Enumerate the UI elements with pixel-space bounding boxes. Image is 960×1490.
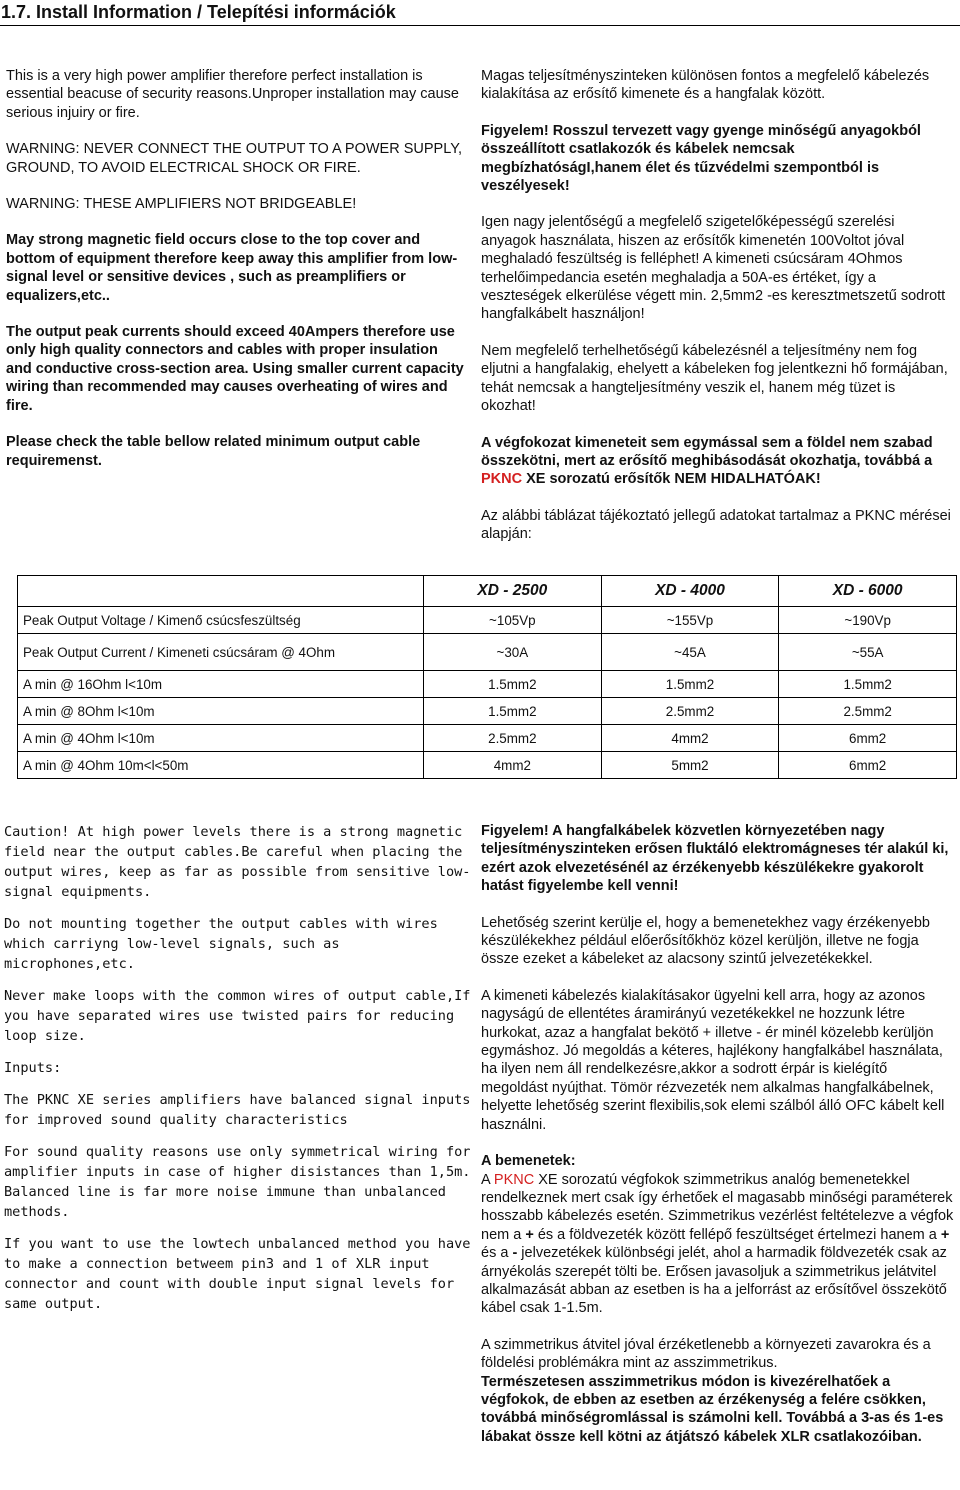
table-cell: 1.5mm2 [779,671,957,698]
table-cell: 5mm2 [601,752,779,779]
left-top-column [6,67,466,488]
hu-warning-paragraph: Figyelem! Rosszul tervezett vagy gyenge minőségű anyagokból összeállított csatlakozók és kábelek nemcsak megbízhatóságI,hanem élet és tűzvédelmi szempontból is veszélyesek! [481,122,921,195]
hu-insulation-paragraph: Igen nagy jelentőségű a megfelelő szigetelőképességű szerelési anyagok használata, hiszen az erősítők kimenetén 100Voltot jóval meghaladó feszültség is felléphet! A kimeneti csúcsáram 4Ohmos terhelőimpedancia esetén meghaladja a 50A-es értéket, így a veszteségek elkerülése végett min. 2,5mm2 -es keresztmetszetű sodrott hangfalkábelt használjon! [481,214,946,323]
table-cell: 6mm2 [779,752,957,779]
table-row [18,698,957,725]
table-reference-note: Please check the table bellow related minimum output cable requiremenst. [6,434,421,469]
hu-inputs-paragraph: A PKNC XE sorozatú végfokok szimmetrikus analóg bemenetekkel rendelkeznek mert csak így érhetőek el magasabb minőségi paraméterek hosszabb kábelezés esetén. Szimmetrikus vezérlést feltételezve a végfok nem a + és a földvezeték között fellépő feszültséget értelmezi hanem a + és a - jelvezetékek különbségi jelét, ahol a harmadik földvezeték csak az árnyékolás szerepét tölti be. Erősen javasoljuk a szimmetrikus jelátvitel alkalmazását abban az esetben is ha a jelforrást az erősítővel összekötő kábel csak 1-1.5m. [481,1171,954,1317]
table-row-label: A min @ 4Ohm 10m<l<50m [18,752,424,779]
left-bottom-column [4,822,474,1326]
hu-inputs-heading: A bemenetek: [481,1153,576,1170]
mounting-paragraph: Do not mounting together the output cables with wires which carriyng low-level signals, such as microphones,etc. [4,916,438,972]
right-bottom-column [481,822,957,1464]
right-top-column [481,67,953,562]
caution-paragraph: Caution! At high power levels there is a strong magnetic field near the output cables.Be careful when placing the output wires, keep as far as possible from sensitive low-signal equipments. [4,824,471,900]
table-cell: ~190Vp [779,607,957,634]
table-row-label: Peak Output Current / Kimeneti csúcsáram @ 4Ohm [18,634,424,671]
cable-requirements-table [17,575,957,779]
hu-table-reference: Az alábbi táblázat tájékoztató jellegű adatokat tartalmaz a PKNC mérései alapján: [481,507,951,543]
hu-load-paragraph: Nem megfelelő terhelhetőségű kábelezésnél a teljesítmény nem fog eljutni a hangfalakig, ehelyett a kábeleken fog jelentkezni hő formájában, tehát nemcsak a hangteljesítmény veszik el, hanem még tüzet is okozhat! [481,342,948,415]
table-row [18,671,957,698]
table-header-cell: XD - 2500 [424,576,602,607]
table-row [18,607,957,634]
hu-symmetric-paragraph: A szimmetrikus átvitel jóval érzéketlenebb a környezeti zavarokra és a földelési problémákra mint az asszimmetrikus. [481,1336,931,1372]
table-cell: 1.5mm2 [601,671,779,698]
symmetrical-wiring-paragraph: For sound quality reasons use only symmetrical wiring for amplifier inputs in case of higher disistances than 1,5m. Balanced line is far more noise immune than unbalanced methods. [4,1144,471,1220]
table-cell: 6mm2 [779,725,957,752]
table-header-cell: XD - 4000 [601,576,779,607]
warning-bridgeable: WARNING: THESE AMPLIFIERS NOT BRIDGEABLE! [6,196,357,213]
hu-asymmetric-paragraph: Természetesen asszimmetrikus módon is kivezérelhatőek a végfokok, de ebben az esetben az érzékenység a felére csökken, továbbá minőségromlással is számolni kell. Továbbá a 3-as és 1-es lábakat össze kell kötni az átjátszó kábelek XLR csatlakozóiban. [481,1373,944,1445]
table-header-cell [18,576,424,607]
warning-output: WARNING: NEVER CONNECT THE OUTPUT TO A POWER SUPPLY, GROUND, TO AVOID ELECTRICAL SHOCK OR FIRE. [6,141,463,176]
brand-name: PKNC [493,1171,535,1188]
hu-intro-paragraph: Magas teljesítményszinteken különösen fontos a megfelelő kábelezés kialakítása az erősítő kimenete és a hangfalak között. [481,68,930,103]
loops-paragraph: Never make loops with the common wires of output cable,If you have separated wires use twisted pairs for reducing loop size. [4,988,471,1044]
table-cell: 1.5mm2 [424,671,602,698]
magnetic-field-note: May strong magnetic field occurs close to the top cover and bottom of equipment therefore keep away this amplifier from low-signal level or sensitive devices , such as preamplifiers or equalizers,etc.. [6,232,458,304]
hu-placement-paragraph: Lehetőség szerint kerülje el, hogy a bemenetekhez vagy érzékenyebb készülékekhez például előerősítőkhöz közel kerüljön, illetve ne fogja össze ezeket a kábeleket az alacsony szintű jelvezetékekkel. [481,914,930,968]
table-header-cell: XD - 6000 [779,576,957,607]
table-cell: 2.5mm2 [424,725,602,752]
table-row-label: Peak Output Voltage / Kimenő csúcsfeszültség [18,607,424,634]
table-row-label: A min @ 16Ohm l<10m [18,671,424,698]
table-cell: 2.5mm2 [601,698,779,725]
peak-current-note: The output peak currents should exceed 40Ampers therefore use only high quality connectors and cables with proper insulation and conductive cross-section area. Using smaller current capacity wiring than recommended may causes overheating of wires and fire. [6,324,464,414]
hu-caution-paragraph: Figyelem! A hangfalkábelek közvetlen környezetében nagy teljesítményszinteken erősen fluktáló elektromágneses tér alakúl ki, ezért azok elvezetésénél az érzékenyebb készülékekre gyakorolt hatást figyelembe kell venni! [481,823,949,895]
intro-paragraph: This is a very high power amplifier therefore perfect installation is essential beacuse of security reasons.Unproper installation may cause serious injuiry or fire. [6,68,459,121]
table-cell: 2.5mm2 [779,698,957,725]
brand-name: PKNC [481,471,523,488]
table-row [18,634,957,671]
page-title: 1.7. Install Information / Telepítési információk [0,0,960,26]
table-cell: 1.5mm2 [424,698,602,725]
table-header-row [18,576,957,607]
hu-loops-paragraph: A kimeneti kábelezés kialakításakor ügyelni kell arra, hogy az azonos nagyságú de ellentétes áramirányú vezetékekkel ne hozzunk létre hurkokat, azaz a hangfalat bekötő + illetve - ér minél közelebb kerüljön egymáshoz. Jó megoldás a kéteres, hajlékony hangfalkábel használata, ha ilyen nem áll rendelkezésre,akkor a sodrott érpár is kielégítő megoldást nyújthat. Tömör rézvezeték nem alkalmas hangfalkábelnek, helyette lehetőség szerint flexibilis,sok elemi szálból álló OFC kábelt kell használni. [481,987,945,1133]
table-row [18,725,957,752]
table-cell: ~55A [779,634,957,671]
table-row [18,752,957,779]
table-cell: 4mm2 [424,752,602,779]
table-cell: ~30A [424,634,602,671]
hu-bridge-warning: A végfokozat kimeneteit sem egymással sem a földel nem szabad összekötni, mert az erősítő meghibásodását okozhatja, továbbá a PKNC XE sorozatú erősítők NEM HIDALHATÓAK! [481,434,933,488]
table-cell: 4mm2 [601,725,779,752]
table-cell: ~45A [601,634,779,671]
balanced-inputs-paragraph: The PKNC XE series amplifiers have balanced signal inputs for improved sound quality characteristics [4,1092,471,1128]
table-row-label: A min @ 4Ohm l<10m [18,725,424,752]
table-cell: ~105Vp [424,607,602,634]
unbalanced-paragraph: If you want to use the lowtech unbalanced method you have to make a connection betweem pin3 and 1 of XLR input connector and count with double input signal levels for same output. [4,1236,471,1312]
table-row-label: A min @ 8Ohm l<10m [18,698,424,725]
inputs-heading: Inputs: [4,1060,62,1076]
table-cell: ~155Vp [601,607,779,634]
